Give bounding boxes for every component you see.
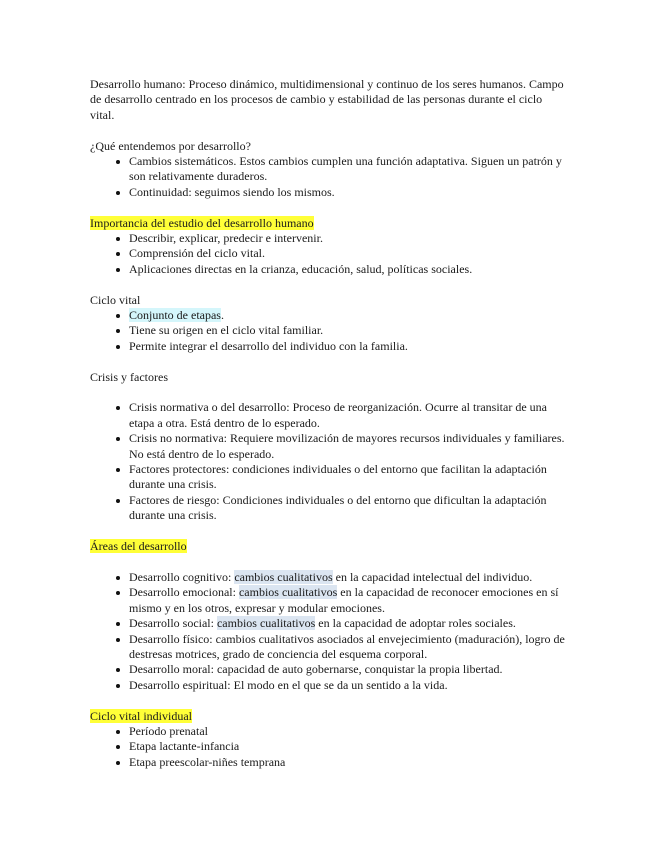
list-item: Factores de riesgo: Condiciones individuales o del entorno que dificultan la adaptación durante una crisis.: [129, 493, 565, 524]
list-item: Describir, explicar, predecir e intervenir.: [129, 231, 565, 246]
areas-list: [90, 570, 565, 693]
ciclo-vital-heading: Ciclo vital: [90, 292, 141, 307]
ciclo-individual-list: [90, 724, 565, 770]
list-item: Cambios sistemáticos. Estos cambios cumplen una función adaptativa. Siguen un patrón y son relativamente duraderos.: [129, 154, 565, 185]
list-item: [129, 585, 565, 616]
importancia-list: [90, 231, 565, 277]
list-item: Continuidad: seguimos siendo los mismos.: [129, 185, 565, 200]
item-rest: en la capacidad intelectual del individuo.: [332, 569, 533, 584]
list-item: Desarrollo espiritual: El modo en el que se da un sentido a la vida.: [129, 678, 565, 693]
item-rest: en la capacidad de reconocer emociones en sí mismo y en los otros, expresar y modular emociones.: [129, 585, 559, 615]
item-rest: .: [220, 308, 224, 323]
crisis-heading: Crisis y factores: [90, 369, 168, 384]
ciclo-individual-heading: [90, 709, 565, 724]
list-item: Etapa lactante-infancia: [129, 739, 565, 754]
que-entendemos-heading: ¿Qué entendemos por desarrollo?: [90, 138, 251, 153]
list-item: Desarrollo moral: capacidad de auto gobernarse, conquistar la propia libertad.: [129, 662, 565, 677]
intro-term: Desarrollo humano:: [90, 77, 189, 91]
highlight-blue: cambios cualitativos: [234, 569, 333, 584]
highlight-yellow: Ciclo vital individual: [90, 708, 192, 723]
que-entendemos-list: [90, 154, 565, 200]
crisis-list: [90, 400, 565, 523]
list-item: Desarrollo físico: cambios cualitativos asociados al envejecimiento (maduración), logro de destresas motrices, grado de conciencia del esquema corporal.: [129, 631, 565, 661]
highlight-yellow: Importancia del estudio del desarrollo humano: [90, 215, 314, 230]
list-item: Crisis no normativa: Requiere movilización de mayores recursos individuales y familiares. No está dentro de lo esperado.: [129, 431, 565, 461]
list-item: Crisis normativa o del desarrollo: Proceso de reorganización. Ocurre al transitar de una etapa a otra. Está dentro de lo esperado.: [129, 400, 565, 431]
highlight-yellow: Áreas del desarrollo: [90, 539, 187, 554]
list-item: Etapa preescolar-niñes temprana: [129, 755, 565, 770]
intro-definition: Proceso dinámico, multidimensional y continuo de los seres humanos. Campo de desarrollo centrado en los procesos de cambio y estabilidad de las personas durante el ciclo vital.: [90, 77, 564, 122]
intro-paragraph: [90, 77, 565, 123]
item-prefix: Desarrollo social:: [129, 616, 217, 631]
highlight-blue: cambios cualitativos: [238, 585, 338, 600]
ciclo-vital-list: [90, 308, 565, 354]
areas-heading: [90, 539, 565, 554]
list-item: Factores protectores: condiciones individuales o del entorno que facilitan la adaptación durante una crisis.: [129, 462, 565, 493]
list-item: [129, 616, 565, 631]
item-prefix: Desarrollo cognitivo:: [129, 569, 235, 584]
list-item: Tiene su origen en el ciclo vital familiar.: [129, 323, 565, 338]
list-item: [129, 570, 565, 585]
highlight-blue: cambios cualitativos: [216, 616, 316, 631]
item-rest: en la capacidad de adoptar roles sociales.: [315, 616, 516, 631]
highlight-cyan: Conjunto de etapas: [129, 308, 221, 323]
item-prefix: Desarrollo emocional:: [129, 585, 239, 600]
list-item: Período prenatal: [129, 724, 565, 739]
list-item: Aplicaciones directas en la crianza, educación, salud, políticas sociales.: [129, 262, 565, 277]
list-item: Comprensión del ciclo vital.: [129, 246, 565, 261]
list-item: [129, 308, 565, 323]
importancia-heading: [90, 216, 565, 231]
list-item: Permite integrar el desarrollo del individuo con la familia.: [129, 339, 565, 354]
